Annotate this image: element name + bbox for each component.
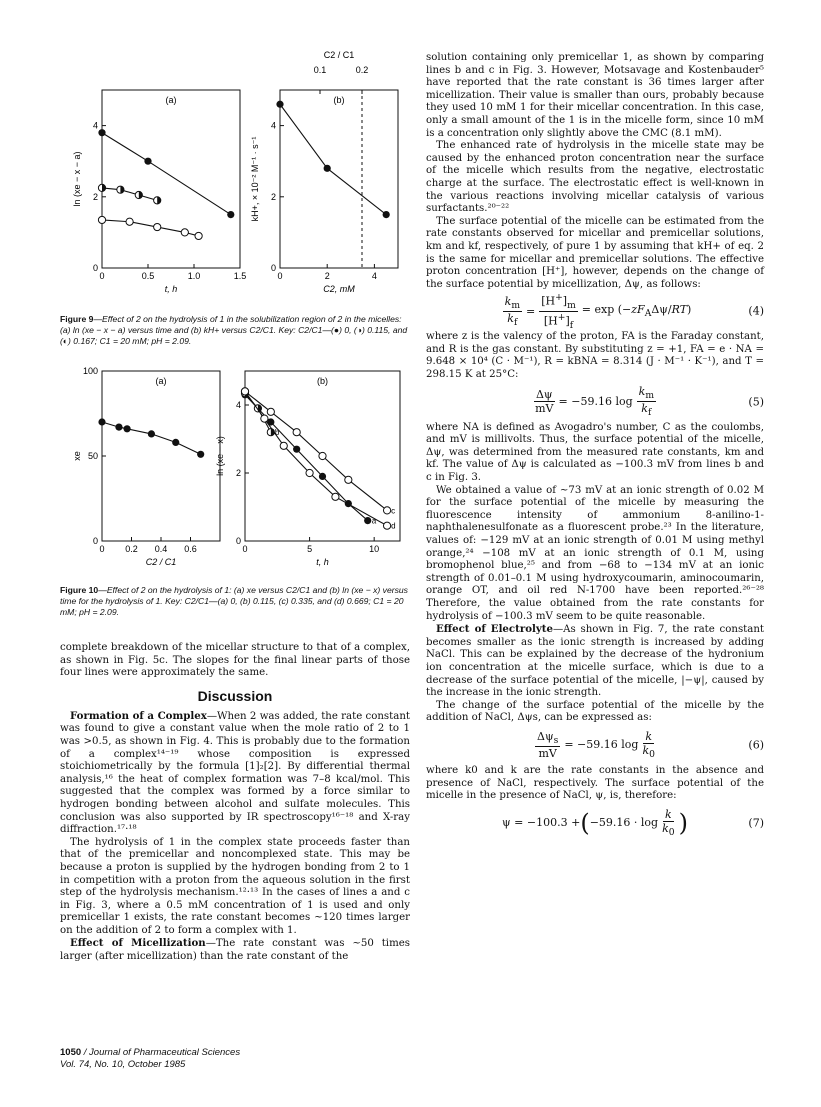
paragraph-text: —The rate constant was ~50 times larger (after micellization) than the rate constant of the <box>60 938 410 963</box>
figure-9-caption <box>60 314 410 347</box>
equation-number: (6) <box>748 738 764 752</box>
data-point <box>98 216 105 223</box>
y-axis-label: ln (xe − x − a) <box>72 151 82 207</box>
x-tick-label: 0.5 <box>141 271 155 281</box>
figure-10 <box>60 361 410 585</box>
data-point <box>227 211 234 218</box>
data-point <box>144 158 151 165</box>
paragraph: The surface potential of the micelle can be estimated from the rate constants observed for micellar and premicellar solutions, km and kf, respectively, of pure 1 by assuming that kH+ of eq. 2 is the same for micellar and premicellar solutions. The effective proton concentration [H⁺], however, depends on the change of the surface potential by micellization, Δψ, as follows: <box>426 215 764 290</box>
x-tick-label: 10 <box>369 544 380 554</box>
left-body-text <box>60 642 410 964</box>
paragraph <box>426 623 764 700</box>
plot-frame <box>102 90 240 268</box>
data-point <box>364 517 371 524</box>
series-label: c <box>391 506 396 516</box>
data-point <box>241 388 248 395</box>
data-point <box>319 452 326 459</box>
data-point <box>319 473 326 480</box>
figure-9-plots <box>60 40 410 310</box>
paragraph: where z is the valency of the proton, FA is the Faraday constant, and R is the gas constant. By substituting z = +1, FA = e · NA = 9.648 × 10⁴ (C · M⁻¹), R = kBNA = 8.314 (J · M⁻¹ · K⁻¹), and T = 298.15 K at 25°C: <box>426 331 764 381</box>
equation-6: $\frac{\Delta\psi_s}{mV}$ = −59.16 log $\frac{k}{k_0}$ (6) <box>537 729 764 760</box>
paragraph: We obtained a value of ~73 mV at an ionic strength of 0.02 M for the surface potential of the micelle by measuring the fluorescence intensity of ammonium 8-anilino-1-naphthalenesulfonate as a fluorescent probe.²³ In the literature, values of: −129 mV at an ionic strength of 0.01 M using methyl orange,²⁴ −108 mV at an ionic strength of 0.1 M, using bromophenol blue,²⁵ and from −68 to −134 mV at an ionic strength of 0.01–0.1 M using hydroxycoumarin, aminocoumarin, orange OT, and oil red N-1700 have been reported.²⁶⁻²⁸ Therefore, the value obtained from the rate constants for hydrolysis of −100.3 mV seem to be quite reasonable. <box>426 484 764 622</box>
y-tick-label: 4 <box>92 120 98 131</box>
figure-10-label: Figure 10 <box>60 585 99 595</box>
equation-4: $\frac{k_m}{k_f}$ = $\frac{[H^+]_m}{[H^+]_f}$ = $\exp (-zF_A\Delta\psi/RT)$ (4) <box>504 291 764 331</box>
y-tick-label: 4 <box>270 120 276 131</box>
equation-number: (4) <box>748 304 764 318</box>
x-tick-label: 0.6 <box>184 544 197 554</box>
x-axis-label: C2 / C1 <box>145 557 177 567</box>
equation-number: (5) <box>748 395 764 409</box>
series-line <box>245 391 387 525</box>
data-point <box>98 129 105 136</box>
data-point <box>280 442 287 449</box>
x-tick-label: 0 <box>99 544 105 554</box>
series-line <box>245 391 387 510</box>
y-tick-label: 2 <box>270 191 276 202</box>
data-point <box>123 425 130 432</box>
data-point <box>345 476 352 483</box>
data-point <box>293 446 300 453</box>
y-axis-label: kH+, × 10⁻² M⁻¹ · s⁻¹ <box>250 136 260 222</box>
data-point <box>148 430 155 437</box>
data-point <box>383 211 390 218</box>
data-point <box>197 451 204 458</box>
data-point <box>115 424 122 431</box>
series-label: b <box>274 428 280 438</box>
paragraph: where k0 and k are the rate constants in the absence and presence of NaCl, respectively. The surface potential of the micelle in the presence of NaCl, ψ, is, therefore: <box>426 764 764 802</box>
panel-label: (a) <box>155 376 167 386</box>
page-number: 1050 <box>60 1047 82 1058</box>
x-tick-label: 2 <box>324 271 330 281</box>
data-point <box>306 469 313 476</box>
figure-9 <box>60 40 410 314</box>
x-tick-label: 4 <box>371 271 377 281</box>
panel-label: (a) <box>165 95 177 105</box>
series-line <box>102 133 231 215</box>
data-point <box>324 165 331 172</box>
paragraph <box>60 937 410 963</box>
figure-10-caption-text: —Effect of 2 on the hydrolysis of 1: (a) xe versus C2/C1 and (b) ln (xe − x) versus time for the hydrolysis of 1. Key: C2/C1—(a) 0, (b) 0.115, (c) 0.335, and (d) 0.669; C1 = 20 mM; pH = 2.09. <box>60 585 408 617</box>
run-in-heading: Effect of Micellization <box>70 937 206 950</box>
data-point <box>154 223 161 230</box>
y-tick-label: 100 <box>82 366 98 376</box>
equation-number: (7) <box>748 816 764 830</box>
page-footer <box>60 1047 240 1071</box>
data-point <box>181 229 188 236</box>
top-axis-label: C2 / C1 <box>323 50 355 60</box>
y-tick-label: 2 <box>92 191 98 202</box>
figure-10-caption <box>60 585 410 618</box>
x-axis-label: C2, mM <box>323 284 355 294</box>
right-column <box>426 52 764 843</box>
left-column <box>60 40 410 964</box>
x-tick-label: 0.2 <box>125 544 138 554</box>
x-tick-label: 0 <box>242 544 248 554</box>
y-tick-label: 0 <box>92 263 98 273</box>
panel-label: (b) <box>317 376 328 386</box>
figure-9-label: Figure 9 <box>60 314 94 324</box>
x-axis-label: t, h <box>164 284 178 294</box>
data-point <box>383 522 390 529</box>
journal-issue: Vol. 74, No. 10, October 1985 <box>60 1059 186 1070</box>
paragraph: where NA is defined as Avogadro's number, C as the coulombs, and mV is millivolts. Thus, the surface potential of the micelle, Δψ, was determined from the measured rate constants, km and kf. The value of Δψ is calculated as −100.3 mV from lines b and c in Fig. 3. <box>426 421 764 484</box>
y-tick-label: 0 <box>92 536 98 546</box>
data-point <box>276 101 283 108</box>
plot-frame <box>280 90 398 268</box>
run-in-heading: Formation of a Complex <box>70 709 207 722</box>
section-heading: Discussion <box>197 687 273 704</box>
data-point <box>98 418 105 425</box>
data-point <box>267 408 274 415</box>
x-tick-label: 1.5 <box>233 271 247 281</box>
data-point <box>126 218 133 225</box>
data-point <box>261 415 268 422</box>
run-in-heading: Effect of Electrolyte <box>436 623 553 636</box>
y-axis-label: xe <box>72 451 82 461</box>
y-tick-label: 2 <box>235 468 241 478</box>
x-tick-label: 1.0 <box>187 271 201 281</box>
paragraph: solution containing only premicellar 1, as shown by comparing lines b and c in Fig. 3. However, Motsavage and Kostenbauder⁵ have reported that the rate constant is 36 times larger after micellization. Their value is smaller than ours, probably because they used 10 mM 1 for their micellar concentration. In this case, only a small amount of the 1 is in the micelle form, since 10 mM is a concentration only slightly above the CMC (8.1 mM). <box>426 52 764 139</box>
paragraph: The change of the surface potential of the micelle by the addition of NaCl, Δψs, can be expressed as: <box>426 699 764 724</box>
panel-label: (b) <box>333 95 345 105</box>
series-label: d <box>391 521 396 531</box>
data-point <box>172 439 179 446</box>
y-axis-label: ln (xe − x) <box>215 436 225 476</box>
journal-name: / Journal of Pharmaceutical Sciences <box>81 1047 241 1058</box>
paragraph: The enhanced rate of hydrolysis in the micelle state may be caused by the enhanced proton concentration near the surface of the micelle which results from the negative, electrostatic charge at the surface. The electrostatic effect is well-known in the various reactions involving micellar catalysis of various surfactants.²⁰⁻²² <box>426 140 764 215</box>
top-tick-label: 0.2 <box>355 65 369 75</box>
figure-9-caption-text: —Effect of 2 on the hydrolysis of 1 in the solubilization region of 2 in the micelles: (a) ln (xe − x − a) versus time and (b) kH+ versus C2/C1. Key: C2/C1—(●) 0, (◑) 0.115, and (◐) 0.167; C1 = 20 mM; pH = 2.09. <box>60 314 408 346</box>
y-tick-label: 4 <box>235 400 241 410</box>
x-tick-label: 0 <box>277 271 283 281</box>
paragraph: The hydrolysis of 1 in the complex state proceeds faster than that of the premicellar and noncomplexed state. This may be because a proton is supplied by the hydrogen bonding from 2 to 1 in competition with a proton from the aqueous solution in the first step of the hydrolysis mechanism.¹²·¹³ In the cases of lines a and c in Fig. 3, where a 0.5 mM concentration of 1 is used and only premicellar 1 exists, the rate constant becomes ~120 times larger on the addition of 2 to form a complex with 1. <box>60 836 410 936</box>
series-line <box>280 104 386 214</box>
paragraph <box>60 710 410 837</box>
data-point <box>383 507 390 514</box>
data-point <box>332 493 339 500</box>
top-tick-label: 0.1 <box>313 65 327 75</box>
equation-5: $\frac{\Delta\psi}{mV}$ = −59.16 log $\frac{k_m}{k_f}$ (5) <box>535 384 764 419</box>
x-tick-label: 0 <box>99 271 105 281</box>
x-axis-label: t, h <box>316 557 329 567</box>
data-point <box>293 429 300 436</box>
paragraph: complete breakdown of the micellar structure to that of a complex, as shown in Fig. 5c. The slopes for the final linear parts of those four lines were approximately the same. <box>60 642 410 679</box>
x-tick-label: 5 <box>307 544 313 554</box>
paragraph-text: —When 2 was added, the rate constant was found to give a constant value when the mole ratio of 2 to 1 was >0.5, as shown in Fig. 4. This is probably due to the formation of a complex¹⁴⁻¹⁹ whose composition is expressed stoichiometrically by the formula [1]₂[2]. By differential thermal analysis,¹⁶ the heat of complex formation was 7–8 kcal/mol. This suggested that the complex was formed by a force similar to hydrogen bonding between alcohol and sulfate molecules. This conclusion was also supported by IR spectroscopy¹⁶⁻¹⁸ and X-ray diffraction.¹⁷·¹⁸ <box>60 710 410 836</box>
y-tick-label: 50 <box>87 451 98 461</box>
series-label: a <box>371 516 377 526</box>
figure-10-plots <box>60 361 410 581</box>
x-tick-label: 0.4 <box>154 544 168 554</box>
paragraph-text: —As shown in Fig. 7, the rate constant becomes smaller as the ionic strength is increased by adding NaCl. This can be explained by the decrease of the hydronium ion concentration at the micelle surface, which is due to a decrease of the surface potential of the micelle, |−ψ|, caused by the increase in the ionic strength. <box>426 624 764 699</box>
data-point <box>195 232 202 239</box>
equation-7: ψ = −100.3 + ( −59.16 · log $\frac{k}{k_0}$ ) (7) <box>502 807 764 838</box>
y-tick-label: 0 <box>270 263 276 273</box>
y-tick-label: 0 <box>235 536 241 546</box>
series-line <box>102 188 157 200</box>
